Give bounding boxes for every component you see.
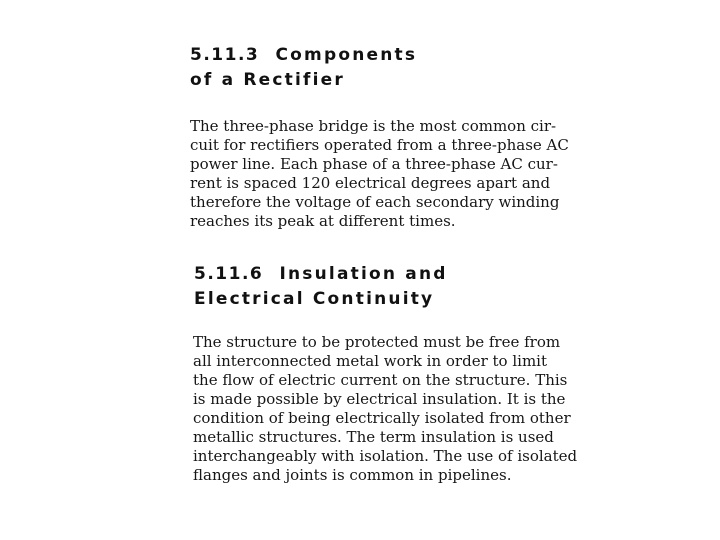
paragraph-line: therefore the voltage of each secondary winding bbox=[190, 193, 560, 211]
paragraph-line: cuit for rectifiers operated from a three-phase AC bbox=[190, 136, 569, 154]
section-body-paragraph bbox=[190, 117, 569, 231]
paragraph-line: flanges and joints is common in pipelines. bbox=[193, 466, 512, 484]
heading-line-1 bbox=[194, 262, 448, 287]
section-title-part-1: Components bbox=[275, 45, 418, 65]
paragraph-line: condition of being electrically isolated from other bbox=[193, 409, 571, 427]
heading-line-2: of a Rectifier bbox=[190, 70, 345, 90]
section-number: 5.11.3 bbox=[190, 45, 260, 65]
heading-line-2: Electrical Continuity bbox=[194, 289, 435, 309]
section-heading-insulation-and-electrical-continuity bbox=[194, 262, 448, 312]
section-heading-components-of-a-rectifier bbox=[190, 43, 417, 93]
section-number: 5.11.6 bbox=[194, 264, 264, 284]
paragraph-line: power line. Each phase of a three-phase AC cur- bbox=[190, 155, 558, 173]
paragraph-line: is made possible by electrical insulation. It is the bbox=[193, 390, 566, 408]
section-body-paragraph bbox=[193, 333, 578, 485]
section-title-part-1: Insulation and bbox=[279, 264, 448, 284]
paragraph-line: interchangeably with isolation. The use of isolated bbox=[193, 447, 578, 465]
paragraph-line: metallic structures. The term insulation is used bbox=[193, 428, 554, 446]
heading-line-1 bbox=[190, 43, 417, 68]
paragraph-line: The three-phase bridge is the most common cir- bbox=[190, 117, 557, 135]
paragraph-line: The structure to be protected must be free from bbox=[193, 333, 561, 351]
paragraph-line: rent is spaced 120 electrical degrees apart and bbox=[190, 174, 551, 192]
paragraph-line: reaches its peak at different times. bbox=[190, 212, 456, 230]
paragraph-line: the flow of electric current on the structure. This bbox=[193, 371, 568, 389]
paragraph-line: all interconnected metal work in order to limit bbox=[193, 352, 547, 370]
